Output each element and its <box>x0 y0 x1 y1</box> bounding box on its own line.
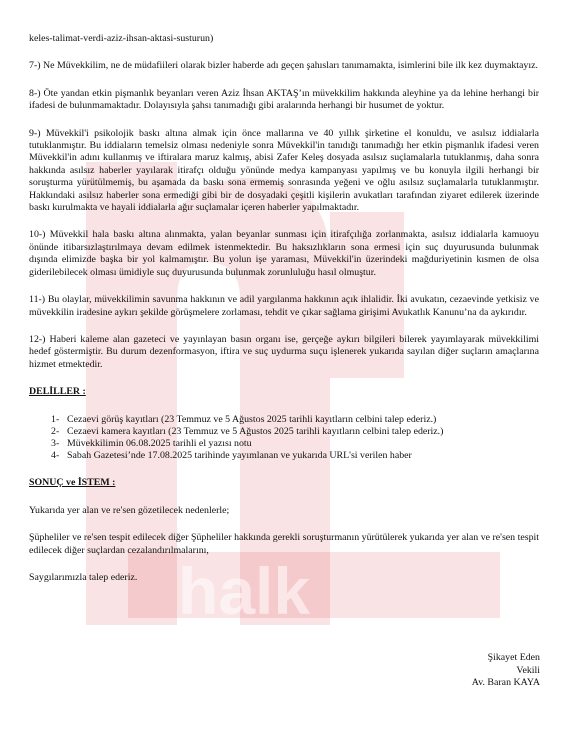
paragraph-9: 9-) Müvekkil'i psikolojik baskı altına almak için önce mallarına ve 40 yıllık şirketine el konuldu, ve asılsız iddialarla tutuklanmıştır. Bu iddiaların temelsiz olması nedeniyle sonra Müvekkil'in tanıdığı tanımadığı her etkin pişmanlık ifadesi veren Müvekkil'in adını kullanmış ve iftiralara maruz kalmış, abisi Zafer Keleş dosyada asılsız suçlamalarla tutuklanmış, daha sonra hakkında asılsız haberler yayılarak itirafçı olduğu yönünde medya kampanyası yapılmış ve bu konuyla ilgili herhangi bir soruşturma yürütülmemiş, bu aşamada da baskı sona ermemiş sonrasında yeğeni ve oğlu asılsız suçlamalarla tutuklanmıştır. Hakkındaki asılsız haberler sona ermediği gibi bir de dosyadaki çeşitli kişilerin avukatları tarafından ziyaret edilerek üzerinde baskı kurulmakta ve hayali iddialarla ağır suçlamalar içeren haberler yapılmaktadır. <box>29 127 539 214</box>
signature-name: Av. Baran KAYA <box>471 677 540 689</box>
evidence-item: 4- Sabah Gazetesi’nde 17.08.2025 tarihinde yayımlanan ve yukarıda URL'si verilen haber <box>51 450 412 462</box>
paragraph-10: 10-) Müvekkil hala baskı altına alınmakta, yalan beyanlar sunması için itirafçılığa zorlanmakta, asılsız iddialarla kamuoyu önünde itibarsızlaştırılmaya devam edilmek istenmektedir. Bu haksızlıkların sona ermesi için suç duyurusunda bulunmak dışında elimizde başka bir yol kalmamıştır. Bu yolun işe yaraması, Müvekkil'in üzerindeki mağduriyetinin kısmen de olsa giderilebilecek olması ümidiyle suç duyurusunda bulunmak zorunluluğu hasıl olmuştur. <box>29 229 539 278</box>
paragraph-7: 7-) Ne Müvekkilim, ne de müdafiileri olarak bizler haberde adı geçen şahısları tanımamakta, isimlerini bile ilk kez duymaktayız. <box>29 60 538 72</box>
signature-block <box>430 652 540 690</box>
paragraph-11: 11-) Bu olaylar, müvekkilimin savunma hakkının ve adil yargılanma hakkının açık ihlalidir. İki avukatın, cezaevinde yetkisiz ve müvekkilin iradesine aykırı şekilde görüşmelere zorlaması, tehdit ve çıkar sağlama girişimi Avukatlık Kanunu’na da aykırıdır. <box>29 294 539 318</box>
signature-complainant: Şikayet Eden <box>487 652 540 663</box>
conclusion-heading: SONUÇ ve İSTEM : <box>29 477 116 489</box>
document-body <box>29 33 539 584</box>
url-line-tail: keles-talimat-verdi-aziz-ihsan-aktasi-susturun) <box>29 33 214 44</box>
watermark-word: halk <box>178 554 311 628</box>
evidence-heading: DELİLLER : <box>29 386 86 398</box>
evidence-list <box>29 414 539 463</box>
evidence-item: 2- Cezaevi kamera kayıtları (23 Temmuz ve 5 Ağustos 2025 tarihli kayıtların celbini talep ederiz.) <box>51 425 444 437</box>
conclusion-intro: Yukarıda yer alan ve re'sen gözetilecek nedenlerle; <box>29 504 230 516</box>
conclusion-request: Şüpheliler ve re'sen tespit edilecek diğer Şüpheliler hakkında gerekli soruşturmanın yürütülerek yukarıda yer alan ve re'sen tespit edilecek diğer suçlardan cezalandırılmalarını, <box>29 532 539 556</box>
evidence-item: 3- Müvekkilimin 06.08.2025 tarihli el yazısı notu <box>51 437 252 449</box>
paragraph-8: 8-) Öte yandan etkin pişmanlık beyanları veren Aziz İhsan AKTAŞ’ın müvekkilim hakkında aleyhine ya da lehine herhangi bir ifadesi de bulunmamaktadır. Dolayısıyla şahsı tanımadığı gibi aralarında herhangi bir husumet de yoktur. <box>29 87 539 112</box>
evidence-item: 1- Cezaevi görüş kayıtları (23 Temmuz ve 5 Ağustos 2025 tarihli kayıtların celbini talep ederiz.) <box>51 413 437 425</box>
paragraph-12: 12-) Haberi kaleme alan gazeteci ve yayınlayan basın organı ise, gerçeğe aykırı bilgileri bilerek yayımlayarak müvekkilimi hedef göstermiştir. Bu durum dezenformasyon, iftira ve suç uydurma suçu işlenerek yukarıda sayılan diğer suçların amaçlarına hizmet etmektedir. <box>29 333 539 370</box>
closing-line: Saygılarımızla talep ederiz. <box>29 571 138 583</box>
signature-role: Vekili <box>516 664 540 676</box>
